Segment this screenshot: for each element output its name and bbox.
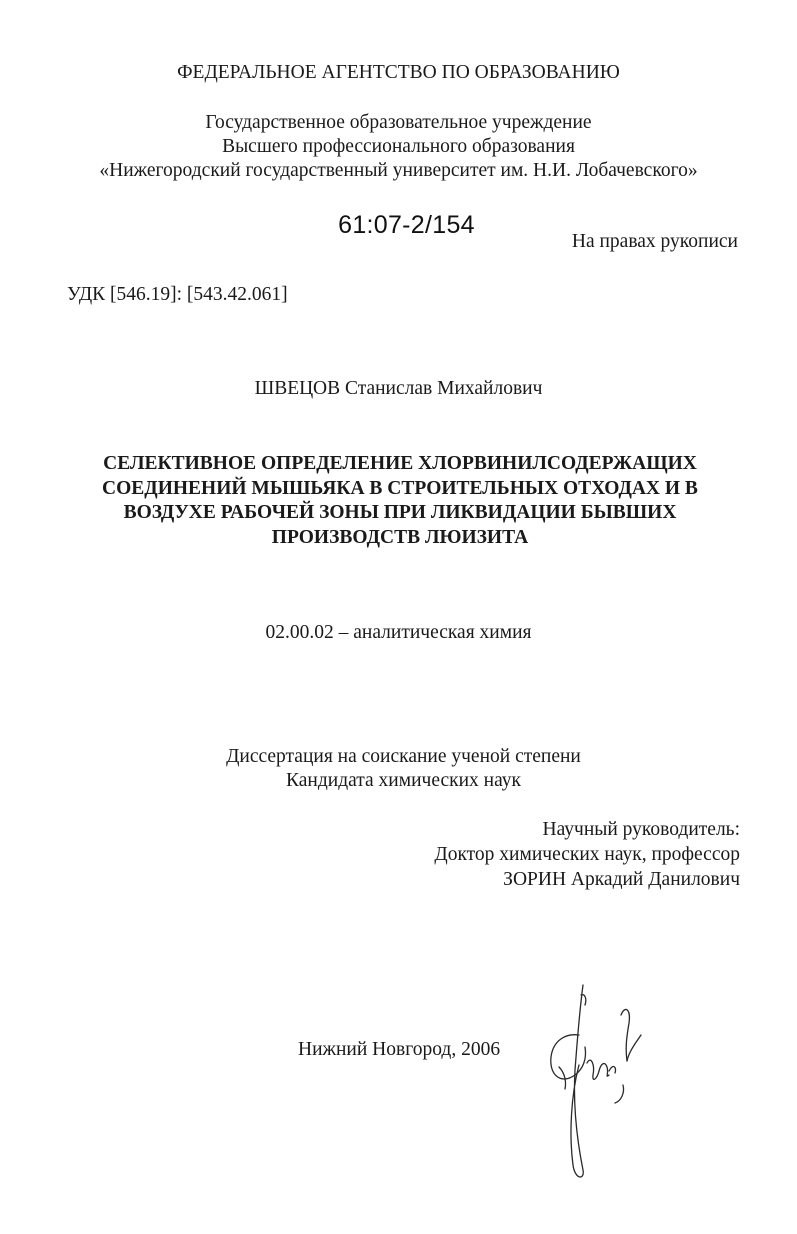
title-line-3: ВОЗДУХЕ РАБОЧЕЙ ЗОНЫ ПРИ ЛИКВИДАЦИИ БЫВШИХ [123,502,677,523]
specialty-code: 02.00.02 – аналитическая химия [265,622,532,643]
dissertation-title [60,452,740,550]
udk-code: УДК [546.19]: [543.42.061] [67,284,288,305]
institution-line-3: «Нижегородский государственный университет им. Н.И. Лобачевского» [99,160,698,181]
title-line-2: СОЕДИНЕНИЙ МЫШЬЯКА В СТРОИТЕЛЬНЫХ ОТХОДАХ И В [102,477,698,499]
city-year: Нижний Новгород, 2006 [298,1039,501,1060]
degree-line-1: Диссертация на соискание ученой степени [226,746,581,767]
handwritten-signature [535,975,655,1185]
agency-heading: ФЕДЕРАЛЬНОЕ АГЕНТСТВО ПО ОБРАЗОВАНИЮ [177,62,620,83]
supervisor-degree: Доктор химических наук, профессор [434,844,740,865]
author-name: ШВЕЦОВ Станислав Михайлович [254,378,543,399]
rights-notice: На правах рукописи [571,231,738,252]
catalog-stamp: 61:07-2/154 [338,211,475,239]
title-line-4: ПРОИЗВОДСТВ ЛЮИЗИТА [271,526,529,548]
supervisor-name: ЗОРИН Аркадий Данилович [503,869,740,890]
institution-line-2: Высшего профессионального образования [222,136,575,157]
degree-line-2: Кандидата химических наук [286,770,521,791]
title-line-1: СЕЛЕКТИВНОЕ ОПРЕДЕЛЕНИЕ ХЛОРВИНИЛСОДЕРЖАЩИХ [103,453,697,474]
institution-line-1: Государственное образовательное учреждение [205,112,592,133]
supervisor-label: Научный руководитель: [542,819,740,840]
